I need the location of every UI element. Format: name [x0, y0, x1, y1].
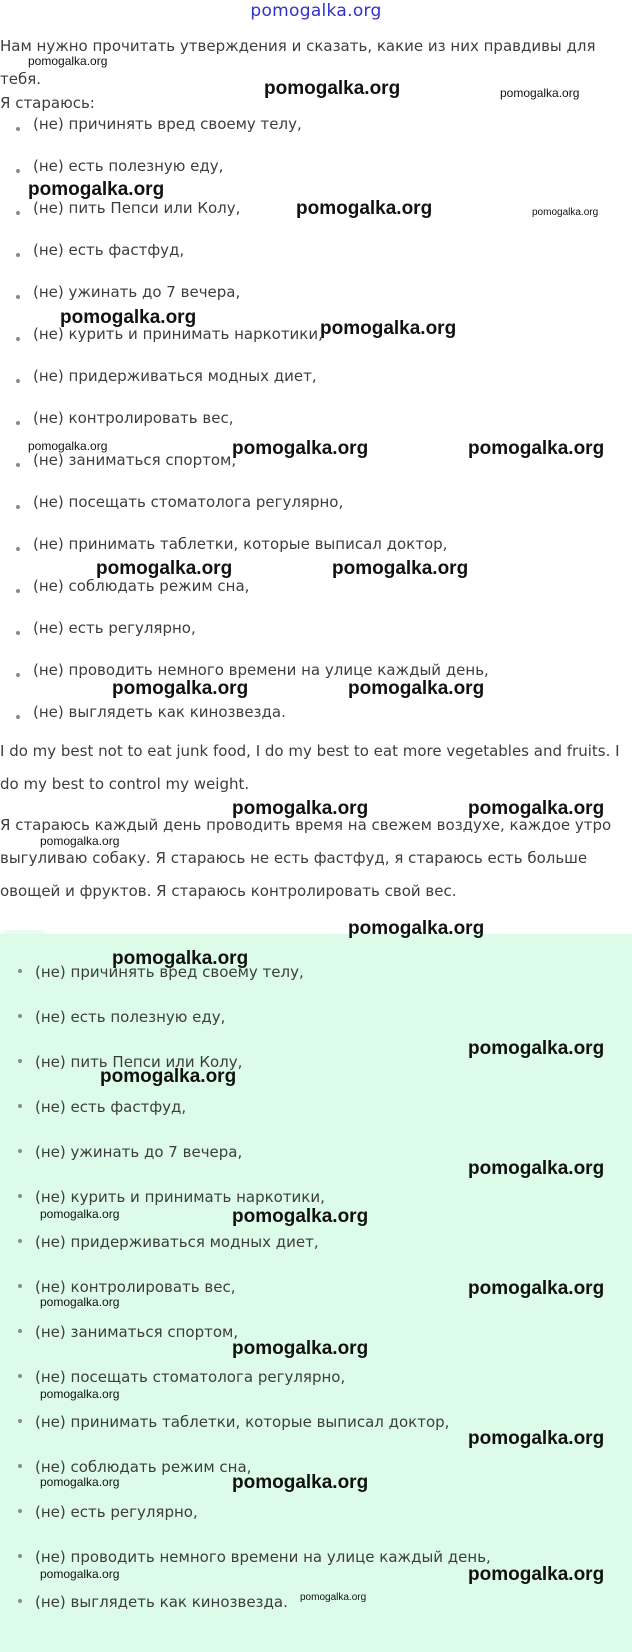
watermark: pomogalka.org — [468, 1278, 605, 1299]
site-title: pomogalka.org — [250, 1, 382, 21]
list-item: (не) принимать таблетки, которые выписал доктор, — [14, 528, 489, 570]
watermark: pomogalka.org — [264, 78, 401, 99]
list-item: (не) выглядеть как кинозвезда. — [16, 1578, 491, 1623]
list-item: (не) придерживаться модных диет, — [14, 360, 489, 402]
watermark: pomogalka.org — [500, 86, 580, 100]
list-item: (не) заниматься спортом, — [14, 444, 489, 486]
list-item: (не) курить и принимать наркотики, — [14, 318, 489, 360]
list-item: (не) есть регулярно, — [16, 1488, 491, 1533]
watermark: pomogalka.org — [332, 558, 469, 579]
watermark: pomogalka.org — [40, 834, 120, 848]
list-item: (не) контролировать вес, — [16, 1263, 491, 1308]
list-item: (не) пить Пепси или Колу, — [14, 192, 489, 234]
watermark: pomogalka.org — [60, 307, 197, 328]
list-item: (не) пить Пепси или Колу, — [16, 1038, 491, 1083]
intro-line: Нам нужно прочитать утверждения и сказать, какие из них правдивы для тебя. — [0, 37, 596, 88]
watermark: pomogalka.org — [468, 1428, 605, 1449]
watermark: pomogalka.org — [300, 1592, 367, 1603]
list-item: (не) соблюдать режим сна, — [14, 570, 489, 612]
list-item: (не) есть фастфуд, — [16, 1083, 491, 1128]
list-item: (не) причинять вред своему телу, — [16, 948, 491, 993]
list-item: (не) заниматься спортом, — [16, 1308, 491, 1353]
watermark: pomogalka.org — [100, 1066, 237, 1087]
list-item: (не) курить и принимать наркотики, — [16, 1173, 491, 1218]
watermark: pomogalka.org — [468, 438, 605, 459]
watermark: pomogalka.org — [320, 318, 457, 339]
list-item: (не) ужинать до 7 вечера, — [14, 276, 489, 318]
watermark: pomogalka.org — [348, 678, 485, 699]
list-item: (не) есть полезную еду, — [16, 993, 491, 1038]
list-item: (не) проводить немного времени на улице каждый день, — [14, 654, 489, 696]
watermark: pomogalka.org — [40, 1207, 120, 1221]
watermark: pomogalka.org — [232, 1206, 369, 1227]
answer-english: I do my best not to eat junk food, I do my best to eat more vegetables and fruits. I do my best to control my weight. — [0, 742, 620, 793]
watermark: pomogalka.org — [96, 558, 233, 579]
list-item: (не) принимать таблетки, которые выписал доктор, — [16, 1398, 491, 1443]
watermark: pomogalka.org — [40, 1475, 120, 1489]
watermark: pomogalka.org — [40, 1567, 120, 1581]
list-item: (не) выглядеть как кинозвезда. — [14, 696, 489, 738]
watermark: pomogalka.org — [468, 1158, 605, 1179]
watermark: pomogalka.org — [28, 54, 108, 68]
answer-russian: Я стараюсь каждый день проводить время на свежем воздухе, каждое утро выгуливаю собаку. Я стараюсь не есть фастфуд, я стараюсь есть больше овощей и фруктов. Я стараюсь контролировать свой вес. — [0, 816, 612, 900]
intro — [0, 30, 632, 120]
list-item: (не) есть регулярно, — [14, 612, 489, 654]
watermark: pomogalka.org — [28, 439, 108, 453]
watermark: pomogalka.org — [40, 1387, 120, 1401]
watermark: pomogalka.org — [468, 798, 605, 819]
intro-line: Я стараюсь: — [0, 94, 95, 112]
list-item: (не) соблюдать режим сна, — [16, 1443, 491, 1488]
watermark: pomogalka.org — [468, 1564, 605, 1585]
list-item: (не) посещать стоматолога регулярно, — [16, 1353, 491, 1398]
list-item: (не) придерживаться модных диет, — [16, 1218, 491, 1263]
watermark: pomogalka.org — [232, 438, 369, 459]
watermark: pomogalka.org — [112, 948, 249, 969]
watermark: pomogalka.org — [232, 1472, 369, 1493]
watermark: pomogalka.org — [468, 1038, 605, 1059]
list-item: (не) причинять вред своему телу, — [14, 108, 489, 150]
watermark: pomogalka.org — [40, 1295, 120, 1309]
watermark: pomogalka.org — [296, 198, 433, 219]
watermark: pomogalka.org — [112, 678, 249, 699]
watermark: pomogalka.org — [348, 918, 485, 939]
list-item: (не) контролировать вес, — [14, 402, 489, 444]
list-item: (не) посещать стоматолога регулярно, — [14, 486, 489, 528]
list-item: (не) проводить немного времени на улице каждый день, — [16, 1533, 491, 1578]
answer-statement-list — [16, 948, 491, 1623]
watermark: pomogalka.org — [232, 1338, 369, 1359]
list-item: (не) ужинать до 7 вечера, — [16, 1128, 491, 1173]
watermark: pomogalka.org — [232, 798, 369, 819]
watermark: pomogalka.org — [28, 179, 165, 200]
list-item: (не) есть полезную еду, — [14, 150, 489, 192]
list-item: (не) есть фастфуд, — [14, 234, 489, 276]
watermark: pomogalka.org — [532, 207, 599, 218]
